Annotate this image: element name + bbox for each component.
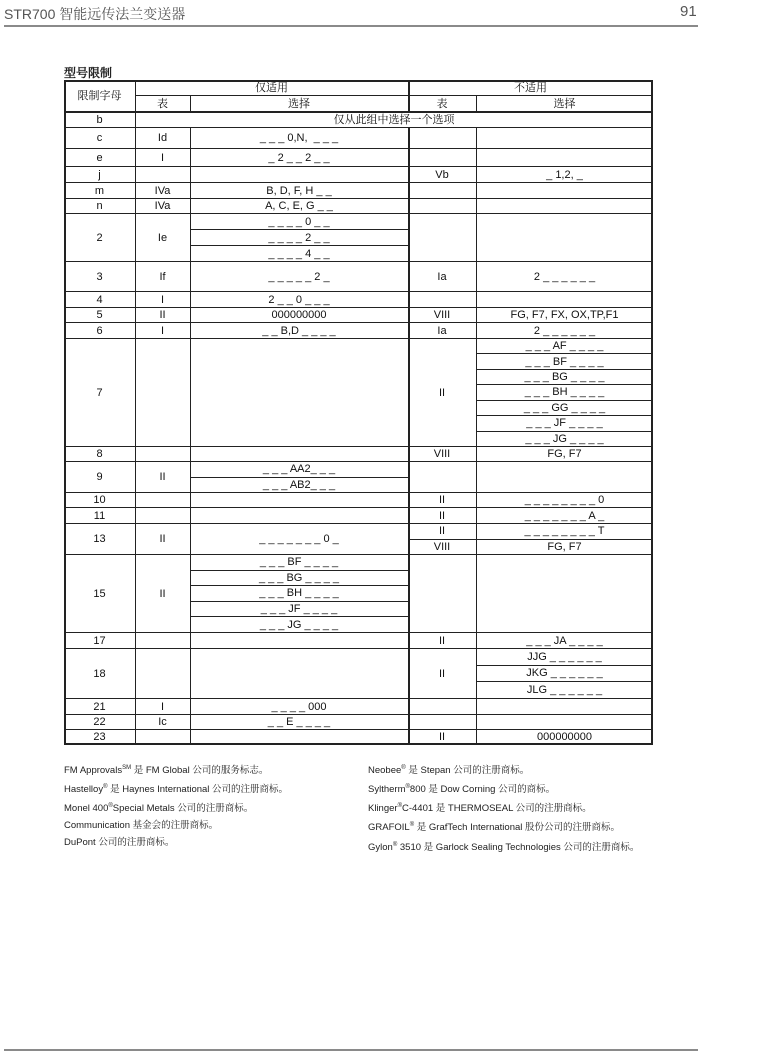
restriction-letter: 9 xyxy=(96,471,103,483)
not-selection: _ _ _ AF _ _ _ _ xyxy=(525,340,604,353)
restriction-letter: m xyxy=(94,184,105,197)
only-selection: _ _ _ 0,N, _ _ _ xyxy=(259,132,339,144)
only-selection: _ _ _ _ 000 xyxy=(271,700,327,713)
not-table: II xyxy=(438,386,446,399)
trademark-text: 是 GrafTech International 股份公司的注册商标。 xyxy=(414,822,621,834)
only-selection: _ _ _ _ 2 _ _ xyxy=(268,231,330,244)
only-selection: 2 _ _ 0 _ _ _ xyxy=(268,293,330,306)
trademark-text: 是 FM Global 公司的服务标志。 xyxy=(131,765,269,777)
col-rule xyxy=(408,183,410,199)
trademark-symbol: ® xyxy=(392,841,398,848)
not-selection: FG, F7 xyxy=(547,540,582,553)
only-table xyxy=(135,339,190,447)
not-selection: _ _ _ _ _ _ _ _ 0 xyxy=(524,494,605,506)
only-table: I xyxy=(160,324,165,337)
restriction-letter: b xyxy=(96,113,103,126)
only-table: Ic xyxy=(158,716,167,728)
restriction-letter: 7 xyxy=(96,386,103,399)
only-selection: _ _ _ BG _ _ _ _ xyxy=(258,571,340,584)
not-table: VIII xyxy=(433,448,451,460)
only-table: I xyxy=(160,151,165,164)
not-table: II xyxy=(438,494,446,506)
only-selection: B, D, F, H _ _ xyxy=(266,184,332,197)
not-table: VIII xyxy=(433,540,451,553)
only-table: Ie xyxy=(157,231,168,244)
only-selection: _ _ E _ _ _ _ xyxy=(267,716,331,728)
not-selection: FG, F7, FX, OX,TP,F1 xyxy=(510,309,619,321)
restriction-letter: 15 xyxy=(93,587,106,600)
col-rule xyxy=(190,339,191,447)
not-selection: _ _ _ GG _ _ _ _ xyxy=(523,401,606,414)
col-rule xyxy=(408,128,410,149)
only-table: IVa xyxy=(154,184,171,197)
only-selection: _ _ _ AA2_ _ _ xyxy=(262,463,336,476)
only-table xyxy=(135,493,190,508)
not-selection: _ _ _ BG _ _ _ _ xyxy=(524,371,605,384)
restriction-letter: c xyxy=(96,132,103,144)
restriction-letter: 22 xyxy=(93,716,106,728)
header-rule xyxy=(135,95,653,96)
not-table: II xyxy=(438,731,446,743)
col-rule xyxy=(190,649,191,699)
col-rule xyxy=(190,633,191,649)
col-rule xyxy=(408,214,410,262)
header-col-rule xyxy=(135,80,136,112)
trademark-name: DuPont xyxy=(64,837,96,849)
restriction-letter: 6 xyxy=(96,324,103,337)
header-only-selection: 选择 xyxy=(288,97,310,110)
restriction-letter: 18 xyxy=(93,667,106,680)
only-selection: _ _ _ _ 0 _ _ xyxy=(268,215,330,228)
not-table: II xyxy=(438,525,446,538)
not-selection: _ _ _ JA _ _ _ _ xyxy=(526,634,603,647)
trademarks-right xyxy=(368,760,639,856)
trademark-name: FM Approvals xyxy=(64,765,123,777)
only-selection: _ _ _ _ 4 _ _ xyxy=(268,247,330,260)
trademark-name: Neobee xyxy=(368,765,402,777)
trademark-text: Special Metals 公司的注册商标。 xyxy=(112,803,254,815)
only-table: IVa xyxy=(154,200,171,212)
trademark-name: Gylon xyxy=(368,841,393,853)
restriction-letter: n xyxy=(96,200,103,212)
col-rule xyxy=(408,462,410,493)
trademark-symbol: ® xyxy=(409,822,415,829)
only-selection: _ _ _ AB2_ _ _ xyxy=(262,478,336,491)
document-title: STR700 智能远传法兰变送器 xyxy=(4,6,186,22)
trademark-symbol: ® xyxy=(401,765,406,771)
col-rule xyxy=(190,730,191,745)
trademark-symbol: ® xyxy=(397,803,402,810)
only-selection: _ _ _ BF _ _ _ _ xyxy=(259,556,339,569)
trademark-name: Communication xyxy=(64,820,130,832)
only-selection: _ _ B,D _ _ _ _ xyxy=(262,324,336,337)
not-selection: JKG _ _ _ _ _ _ xyxy=(526,667,603,680)
col-rule xyxy=(190,493,191,508)
restriction-letter: 17 xyxy=(93,634,106,647)
not-selection: FG, F7 xyxy=(547,448,582,460)
col-rule xyxy=(408,149,410,167)
restriction-letter: 2 xyxy=(96,231,103,244)
trademark-symbol: SM xyxy=(122,765,132,771)
only-table xyxy=(135,633,190,649)
header-col-rule xyxy=(190,96,191,112)
trademarks-left xyxy=(64,760,288,851)
footer-divider xyxy=(4,1049,698,1051)
trademark-note xyxy=(64,779,288,798)
trademark-text: 基金会的注册商标。 xyxy=(130,820,219,832)
not-table: II xyxy=(438,634,446,647)
trademark-note xyxy=(368,779,639,798)
trademark-text: 是 Stepan 公司的注册商标。 xyxy=(405,765,530,777)
not-selection: _ _ _ BH _ _ _ _ xyxy=(524,386,605,399)
not-selection: _ 1,2, _ xyxy=(546,168,583,181)
header-col-rule xyxy=(408,80,410,112)
not-selection: 2 _ _ _ _ _ _ xyxy=(533,270,596,283)
restriction-letter: 5 xyxy=(96,309,103,321)
trademark-text: 3510 是 Garlock Sealing Technologies 公司的注册商标。 xyxy=(397,841,640,853)
only-table: Id xyxy=(157,132,168,144)
trademark-text: 800 是 Dow Corning 公司的商标。 xyxy=(409,784,556,796)
only-table: II xyxy=(159,533,166,545)
only-selection: _ _ _ _ _ 2 _ xyxy=(268,270,330,283)
col-rule xyxy=(476,128,477,149)
only-table: If xyxy=(159,270,166,283)
header-not-table: 表 xyxy=(436,97,448,110)
only-selection: A, C, E, G _ _ xyxy=(265,200,333,212)
col-rule xyxy=(476,715,477,730)
trademark-symbol: ® xyxy=(108,803,113,810)
row-note: 仅从此组中选择一个选项 xyxy=(333,113,455,126)
not-selection: _ _ _ JF _ _ _ _ xyxy=(526,417,603,430)
not-selection: _ _ _ JG _ _ _ _ xyxy=(525,432,604,445)
restriction-letter: 3 xyxy=(96,270,103,283)
header-not-applicable: 不适用 xyxy=(514,81,547,94)
restriction-letter: 11 xyxy=(93,509,106,522)
trademark-note xyxy=(64,760,288,779)
trademark-note xyxy=(368,798,639,817)
not-table: Ia xyxy=(437,270,447,283)
trademark-note xyxy=(64,834,288,851)
header-applicable-only: 仅适用 xyxy=(255,81,288,94)
not-table: Ia xyxy=(437,324,447,337)
trademark-note xyxy=(64,817,288,834)
trademark-text: C-4401 是 THERMOSEAL 公司的注册商标。 xyxy=(402,803,592,815)
col-rule xyxy=(408,555,410,633)
col-rule xyxy=(476,462,477,493)
trademark-note xyxy=(368,837,639,856)
col-rule xyxy=(408,292,410,308)
header-not-selection: 选择 xyxy=(553,97,576,110)
only-selection: _ _ _ JG _ _ _ _ xyxy=(259,618,339,631)
trademark-text: 公司的注册商标。 xyxy=(95,837,175,849)
trademark-symbol: ® xyxy=(103,784,108,791)
section-title: 型号限制 xyxy=(64,66,113,80)
trademark-name: Syltherm xyxy=(368,784,406,796)
restriction-letter: 10 xyxy=(93,494,106,506)
not-table: Vb xyxy=(435,168,449,181)
trademark-symbol: ® xyxy=(405,784,410,791)
not-selection: 000000000 xyxy=(536,731,593,743)
restriction-letter: 4 xyxy=(96,293,103,306)
restriction-letter: 13 xyxy=(93,533,106,545)
not-table: VIII xyxy=(433,309,451,321)
trademark-note xyxy=(368,760,639,779)
header-only-table: 表 xyxy=(157,97,168,110)
not-selection: _ _ _ _ _ _ _ _ T xyxy=(524,525,605,538)
col-rule xyxy=(408,699,410,715)
trademark-note xyxy=(64,798,288,817)
only-table: II xyxy=(159,309,166,321)
col-rule xyxy=(190,508,191,524)
col-rule xyxy=(408,715,410,730)
col-rule xyxy=(476,183,477,199)
restriction-letter: 23 xyxy=(93,731,106,743)
col-rule xyxy=(476,555,477,633)
not-selection: 2 _ _ _ _ _ _ xyxy=(533,324,596,337)
not-table: II xyxy=(438,509,446,522)
trademark-note xyxy=(368,817,639,836)
only-selection: _ 2 _ _ 2 _ _ xyxy=(268,151,330,164)
trademark-name: Klinger xyxy=(368,803,398,815)
only-table: II xyxy=(159,587,166,600)
col-rule xyxy=(408,199,410,214)
only-table xyxy=(135,167,190,183)
restriction-letter: 21 xyxy=(93,700,106,713)
col-rule xyxy=(476,214,477,262)
trademark-name: GRAFOIL xyxy=(368,822,410,834)
header-restriction-letter: 限制字母 xyxy=(77,89,122,102)
only-table: I xyxy=(160,293,165,306)
col-rule xyxy=(190,447,191,462)
not-selection: JLG _ _ _ _ _ _ xyxy=(526,684,603,697)
only-table xyxy=(135,508,190,524)
not-selection: _ _ _ BF _ _ _ _ xyxy=(525,355,604,368)
col-rule xyxy=(190,167,191,183)
trademark-text: 是 Haynes International 公司的注册商标。 xyxy=(107,784,289,796)
restriction-letter: j xyxy=(98,168,101,181)
col-rule xyxy=(476,149,477,167)
only-table: I xyxy=(160,700,165,713)
not-selection: _ _ _ _ _ _ _ A _ xyxy=(524,509,605,522)
restriction-letter: 8 xyxy=(96,448,103,460)
only-table: II xyxy=(159,471,166,483)
only-selection: _ _ _ _ _ _ _ 0 _ xyxy=(259,533,339,545)
page-number: 91 xyxy=(680,3,697,20)
only-table xyxy=(135,730,190,745)
header-col-rule xyxy=(476,96,477,112)
trademark-name: Hastelloy xyxy=(64,784,104,796)
not-selection: JJG _ _ _ _ _ _ xyxy=(527,650,602,663)
only-selection: 000000000 xyxy=(271,309,327,321)
col-rule xyxy=(476,699,477,715)
only-selection: _ _ _ BH _ _ _ _ xyxy=(259,587,339,600)
restriction-letter: e xyxy=(96,151,103,164)
only-selection: _ _ _ JF _ _ _ _ xyxy=(260,603,338,616)
only-table xyxy=(135,649,190,699)
not-table: II xyxy=(438,667,446,680)
trademark-name: Monel 400 xyxy=(64,803,109,815)
col-rule xyxy=(476,292,477,308)
only-table xyxy=(135,447,190,462)
col-rule xyxy=(476,199,477,214)
